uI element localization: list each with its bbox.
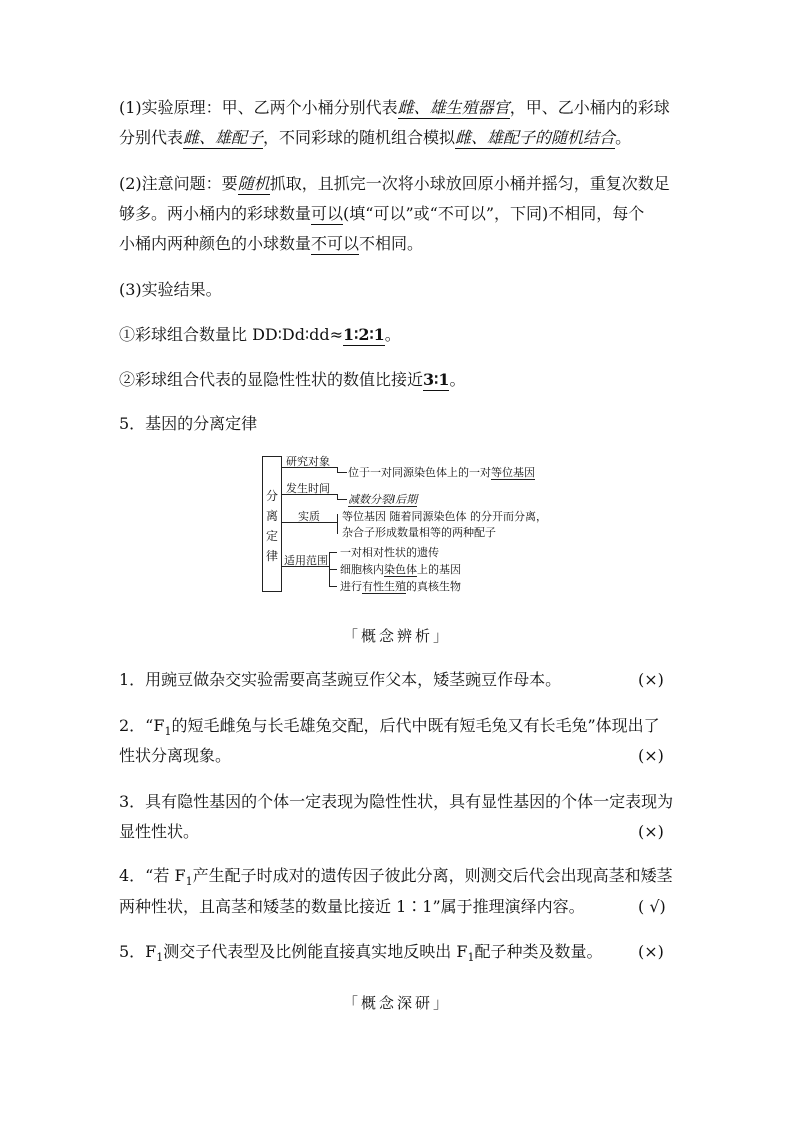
concept-analysis-title: 「概念辨析」: [342, 627, 451, 645]
item-5-mark: (×): [638, 942, 664, 961]
item-5: [119, 942, 603, 968]
answer-underline: 可以: [311, 204, 344, 223]
branch-label: 适用范围: [284, 554, 328, 567]
text: 的真核生物: [406, 580, 461, 593]
answer-underline: 3∶1: [423, 370, 450, 389]
item-2-line-1: [119, 716, 660, 742]
item-2-mark: (×): [638, 746, 664, 765]
text: 2．“F: [119, 716, 165, 735]
text: ，甲、乙小桶内的彩球: [509, 98, 670, 117]
text: 位于一对同源染色体上的一对: [348, 466, 491, 479]
root-box: [262, 456, 282, 592]
subscript: 1: [164, 725, 172, 739]
text: ，不同彩球的随机组合模拟: [263, 128, 456, 147]
result-title: (3)实验结果。: [119, 280, 222, 299]
arrow-line: [329, 586, 337, 587]
answer-underline: 等位基因: [491, 466, 535, 479]
subscript: 1: [185, 875, 193, 889]
branch-text: 杂合子形成数量相等的两种配子: [342, 526, 496, 539]
section-title: 5．基因的分离定律: [119, 414, 258, 433]
text: 分别代表: [119, 128, 184, 147]
text: 抓取，且抓完一次将小球放回原小桶并摇匀，重复次数足: [269, 174, 670, 193]
item-4-line-1: [119, 866, 673, 892]
text: 。: [449, 370, 466, 389]
answer-underline: 雌、雄配子的随机结合: [455, 128, 616, 147]
notice-line-1: [119, 174, 670, 194]
principle-line-1: [119, 98, 670, 118]
text: (1)实验原理：甲、乙两个小桶分别代表: [119, 98, 398, 117]
text: 4．“若 F: [119, 866, 186, 885]
root-char: 分: [266, 489, 279, 503]
text: 进行: [340, 580, 362, 593]
text: (2)注意问题：要: [119, 174, 238, 193]
text: 测交子代表型及比例能直接真实地反映出 F: [163, 942, 468, 961]
branch-text: [340, 580, 461, 593]
item-3-line-1: 3．具有隐性基因的个体一定表现为隐性性状，具有显性基因的个体一定表现为: [119, 792, 674, 811]
branch-label: 研究对象: [286, 455, 330, 468]
branch-text: [340, 563, 461, 576]
root-char: 律: [266, 549, 279, 563]
answer-underline: 雌、雄配子: [183, 128, 264, 147]
text: 的短毛雌兔与长毛雄兔交配，后代中既有短毛兔又有长毛兔”体现出了: [171, 716, 660, 735]
text: 够多。两小桶内的彩球数量: [119, 204, 312, 223]
item-3-line-2: 显性性状。: [119, 822, 200, 841]
concept-study-title: 「概念深研」: [342, 994, 451, 1012]
result-line-1: [119, 325, 401, 345]
subscript: 1: [156, 951, 164, 965]
branch-text: [348, 493, 417, 506]
principle-line-2: [119, 128, 631, 148]
branch-text: 一对相对性状的遗传: [340, 546, 439, 559]
item-3-mark: (×): [638, 822, 664, 841]
text: ①彩球组合数量比 DD∶Dd∶dd≈: [119, 325, 344, 344]
arrow-line: [337, 472, 347, 473]
text: 小桶内两种颜色的小球数量: [119, 234, 312, 253]
branch-label: 实质: [298, 510, 320, 523]
answer-underline: 不可以: [311, 234, 360, 253]
notice-line-2: [119, 204, 644, 224]
answer-underline: 有性生殖: [362, 580, 406, 593]
result-line-2: [119, 370, 465, 390]
text: 。: [615, 128, 632, 147]
notice-line-3: [119, 234, 423, 254]
answer-underline: 雌、雄生殖器官: [397, 98, 510, 117]
text: 5．F: [119, 942, 157, 961]
arrow-line: [329, 569, 337, 570]
text: ②彩球组合代表的显隐性性状的数值比接近: [119, 370, 424, 389]
item-4-line-2: 两种性状，且高茎和矮茎的数量比接近 1∶1”属于推理演绎内容。: [119, 897, 585, 916]
subscript: 1: [467, 951, 475, 965]
text: 产生配子时成对的遗传因子彼此分离，则测交后代会出现高茎和矮茎: [192, 866, 673, 885]
arrow-line: [329, 552, 337, 553]
answer-underline: 1∶2∶1: [343, 325, 385, 344]
item-2-line-2: 性状分离现象。: [119, 746, 232, 765]
arrow-line: [337, 499, 347, 500]
text: 上的基因: [417, 563, 461, 576]
separation-law-diagram: [262, 452, 552, 594]
bracket-line: [337, 514, 338, 534]
branch-text: [348, 466, 535, 479]
text: (填“可以”或“不可以”，下同)不相同，每个: [343, 204, 645, 223]
answer-underline: 染色体: [384, 563, 417, 576]
answer-underline: 随机: [237, 174, 270, 193]
text: 配子种类及数量。: [474, 942, 603, 961]
branch-label: 发生时间: [286, 482, 330, 495]
root-char: 定: [266, 529, 279, 543]
branch-text: 等位基因 随着同源染色体 的分开而分离，: [342, 510, 547, 523]
text: 不相同。: [359, 234, 424, 253]
item-1-mark: (×): [638, 670, 664, 689]
root-char: 离: [266, 509, 279, 523]
text: 。: [384, 325, 401, 344]
item-4-mark: ( √): [638, 897, 666, 916]
item-1: 1．用豌豆做杂交实验需要高茎豌豆作父本，矮茎豌豆作母本。: [119, 670, 562, 689]
answer-underline: 减数分裂Ⅰ后期: [348, 493, 418, 506]
text: 细胞核内: [340, 563, 384, 576]
